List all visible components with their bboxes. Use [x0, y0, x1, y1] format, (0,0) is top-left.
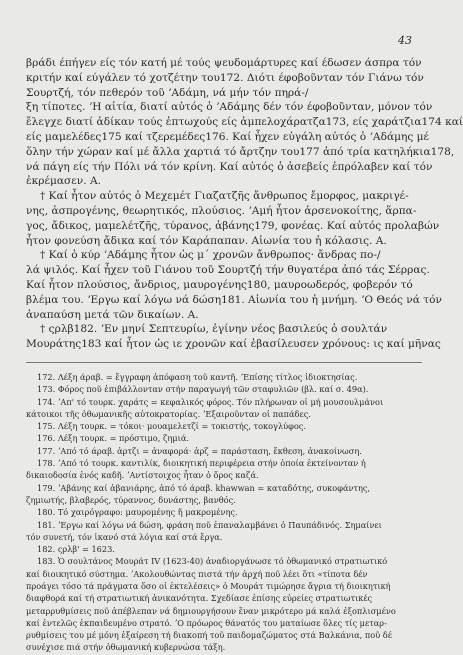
footnote: 175. Λέξη τουρκ. = τόκοι· μουαμελετζί = τοκιστής, τοκογλύφος.	[37, 421, 306, 432]
footnote: 173. Φόρος ποῦ ἐπιβάλλονταν στήν παραγωγή τῶν σταφυλιῶν (βλ. καί σ. 49α).	[37, 384, 369, 395]
text-line: είς μαμελέδες175 καί τζερεμέδες176. Καί ἦχεν εὐγάλη αὐτός ὁ ʼΑδάμης μέ	[26, 130, 430, 143]
footnote-continuation: διαφθορά καί τή στρατιωτική ἀνικανότητα. Σχεδίασε ἐπίσης εὐρείες στρατιωτικές	[26, 593, 373, 604]
text-line: Καί ἦτον πλούσιος, ἄνδριος, μαυρογένης180, μαυροωδερός, φοβερόν τό	[26, 278, 413, 291]
footnote-continuation: καί ἐντελῶς ἐκπαιδευμένο στρατό. ʼΟ πρόωρος θάνατός του ματαίωσε ὅλες τίς μεταρ-	[26, 617, 387, 628]
footnote-continuation: δικαιοδοσία ἑνός καδῆ. ʼΑντίστοιχος ἦταν ὁ ὅρος καζά.	[26, 470, 259, 481]
text-line: ἔλεγχε διατί ἀδίκαν τούς ἐπτωχούς είς ἀμπελοχάρατζα173, είς χαράτζια174 καί	[26, 116, 463, 129]
footnote: 180. Τό χαιρόγραφο: μαυρομένης ἤ μακρομένης.	[37, 507, 238, 518]
footnote-continuation: συνέχισε πιά στήν ὀθωμανική κυβερνώσα τάξη.	[26, 642, 226, 653]
footnote-continuation: τόν συνετή, τόν ἱκανό στά λόγια καί στά ἔργα.	[26, 531, 223, 542]
text-line: ἀναπαύση μετά τῶν δικαίων. Α.	[26, 308, 199, 321]
text-line: † Καί ὁ κύρ ʼΑδάμης ἦτον ὡς μ΄ χρονῶν ἄνθρωπος· ἄνδρας πο-/	[40, 249, 381, 262]
footnote: 179. ʼΑβάνης καί ἀβανιάρης, ἀπό τό άραβ. khawwan = καταδότης, συκοφάντης,	[37, 482, 371, 493]
text-line: νης, ἀσπρογένης, θεωρητικός, πλούσιος. ʼΑμή ἦτον ἀρσενοκοίτης, ἅρπα-	[26, 204, 417, 217]
text-line: λά ψιλός. Καί ἦχεν τοῦ Γιάνου τοῦ Σουρτζή τήν θυγατέρα ἀπό τάς Σέρρας.	[26, 264, 430, 277]
footnote-divider	[26, 362, 422, 363]
footnote-continuation: κάτοικοι τῆς ὀθωμανικῆς αὐτοκρατορίας. ʼΕξαιροῦνταν οἱ παπάδες.	[26, 408, 311, 419]
footnote: 176. Λέξη τουρκ. = πρόστιμο, ζημιά.	[37, 433, 189, 444]
footnote: 181. ʼΕργω καί λόγω νά δώση, φράση ποῦ ἐπαναλαμβάνει ὁ Παυπάδινός. Σημαίνει	[37, 519, 382, 530]
footnote: 172. Λέξη άραβ. = ἔγγραφη ἀπόφαση τοῦ καντῆ. ʼΕπίσης τίτλος ἰδιοκτησίας.	[37, 371, 358, 382]
footnote-continuation: μεταρρυθμίσεις ποῦ ἀπέβλεπαν νά δημιουργήσουν ἕναν μικρότερο μά καλά ἐξοπλισμένο	[26, 605, 396, 616]
text-line: † Καί ἦτον αὐτός ὁ Μεχεμέτ Γιαζατζῆς ἄνθρωπος ἔμορφος, μακριγέ-	[40, 190, 409, 203]
footnote: 174. ʼΑπ' τό τουρκ. χαράτς = κεφαλικός φόρος. Τόν πλήρωναν οἱ μή μουσουλμάνοι	[37, 396, 384, 407]
footnote-continuation: καί διοικητικό σύστημα. ʼΑκολουθώντας πιστά τήν ἀρχή ποῦ λέει ὅτι «τίποτα δέν	[26, 568, 368, 579]
footnote: 177. ʼΑπό τό άραβ. ἀρτζι = ἀναφορά· ἀρζ = παράσταση, ἔκθεση, ἀνακοίνωση.	[37, 445, 362, 456]
text-line: ἦτον φονεύση ἄδικα καί τόν Καράπαπαν. Αἰωνία του ἡ κόλασις. Α.	[26, 234, 387, 247]
text-line: βράδι έπήγεν είς τόν κατή μέ τούς ψευδομάρτυρες καί έδωσεν άσπρα τόν	[26, 57, 422, 69]
text-line: † ςρλβ182. ʼΕν μηνί Σεπτευρίω, ἐγίνην νέος βασιλεύς ὁ σουλτάν	[40, 323, 388, 336]
page-number: 43	[398, 34, 412, 47]
main-text	[26, 56, 463, 352]
footnote: 178. ʼΑπό τό τουρκ. καντιλίκ, διοικητική περιφέρεια στήν ὁποία ἐκτείνονταν ἡ	[37, 458, 366, 469]
text-line: βλέμα του. ʼΕργω καί λόγω νά δώση181. Αἰωνία του ἡ μνήμη. ʼΟ Θεός νά τόν	[26, 293, 442, 306]
text-line: ὅλην τήν χώραν καί μέ ἄλλα χαρτιά τό ἄρτζην του177 ἀπό τρία κατηλήκια178,	[26, 145, 455, 158]
text-line: Σουρτζή, τόν πεθερόν τοῦ ʼΑδάμη, νά μήν τόν πηρά-/	[26, 86, 309, 99]
text-line: Μουράτης183 καί ἦτον ὡς ιε χρονῶν καί ἐβασίλευσεν χρόνους: ις καί μῆνας	[26, 338, 441, 351]
text-line: νά πάγη είς τήν Πόλι νά τόν κρίνη. Καί αὐτός ὁ ἀσεβείς ἐπρόλαβεν καί τόν	[26, 160, 433, 173]
footnote: 183. Ὁ σουλτάνος Μουράτ IV (1623-40) ἀναδιοργάνωσε τό ὀθωμανικό στρατιωτικό	[37, 556, 388, 567]
text-line: γος, ἄδικος, μαμελέτζῆς, τύρανος, ἀβάνης179, φονέας. Καί αὐτός προλαβών	[26, 219, 440, 232]
footnote: 182. ςρλβ' = 1623.	[37, 544, 115, 555]
footnote-continuation: ρυθμίσεις του μέ μόνη ἐξαίρεση τή διακοπή τοῦ παιδομαζώματος στά Βαλκάνια, ποῦ δέ	[26, 630, 392, 641]
text-line: κριτήν καί εύγάλεν τό χοτζέτην του172. Διότι έφοβοῦνταν τόν Γιάνω τόν	[26, 71, 424, 84]
footnote-continuation: προάγει τόσο τά πράγματα ὅσο οἱ ἐκτελέσεις» ὁ Μουράτ τιμώρησε ἄγρια τή διοικητική	[26, 580, 391, 591]
footnotes	[26, 371, 412, 654]
text-line: ξη τίποτες. ʼΗ αἰτία, διατί αὐτός ὁ ʼΑδάμης δέν τόν έφοβοῦνταν, μόνον τόν	[26, 101, 433, 114]
text-line: ἐκρέμασεν. Α.	[26, 175, 101, 188]
footnote-continuation: ζημιωτής, βλαβερός, τύραννος, δυνάστης, βανθός.	[26, 494, 236, 505]
